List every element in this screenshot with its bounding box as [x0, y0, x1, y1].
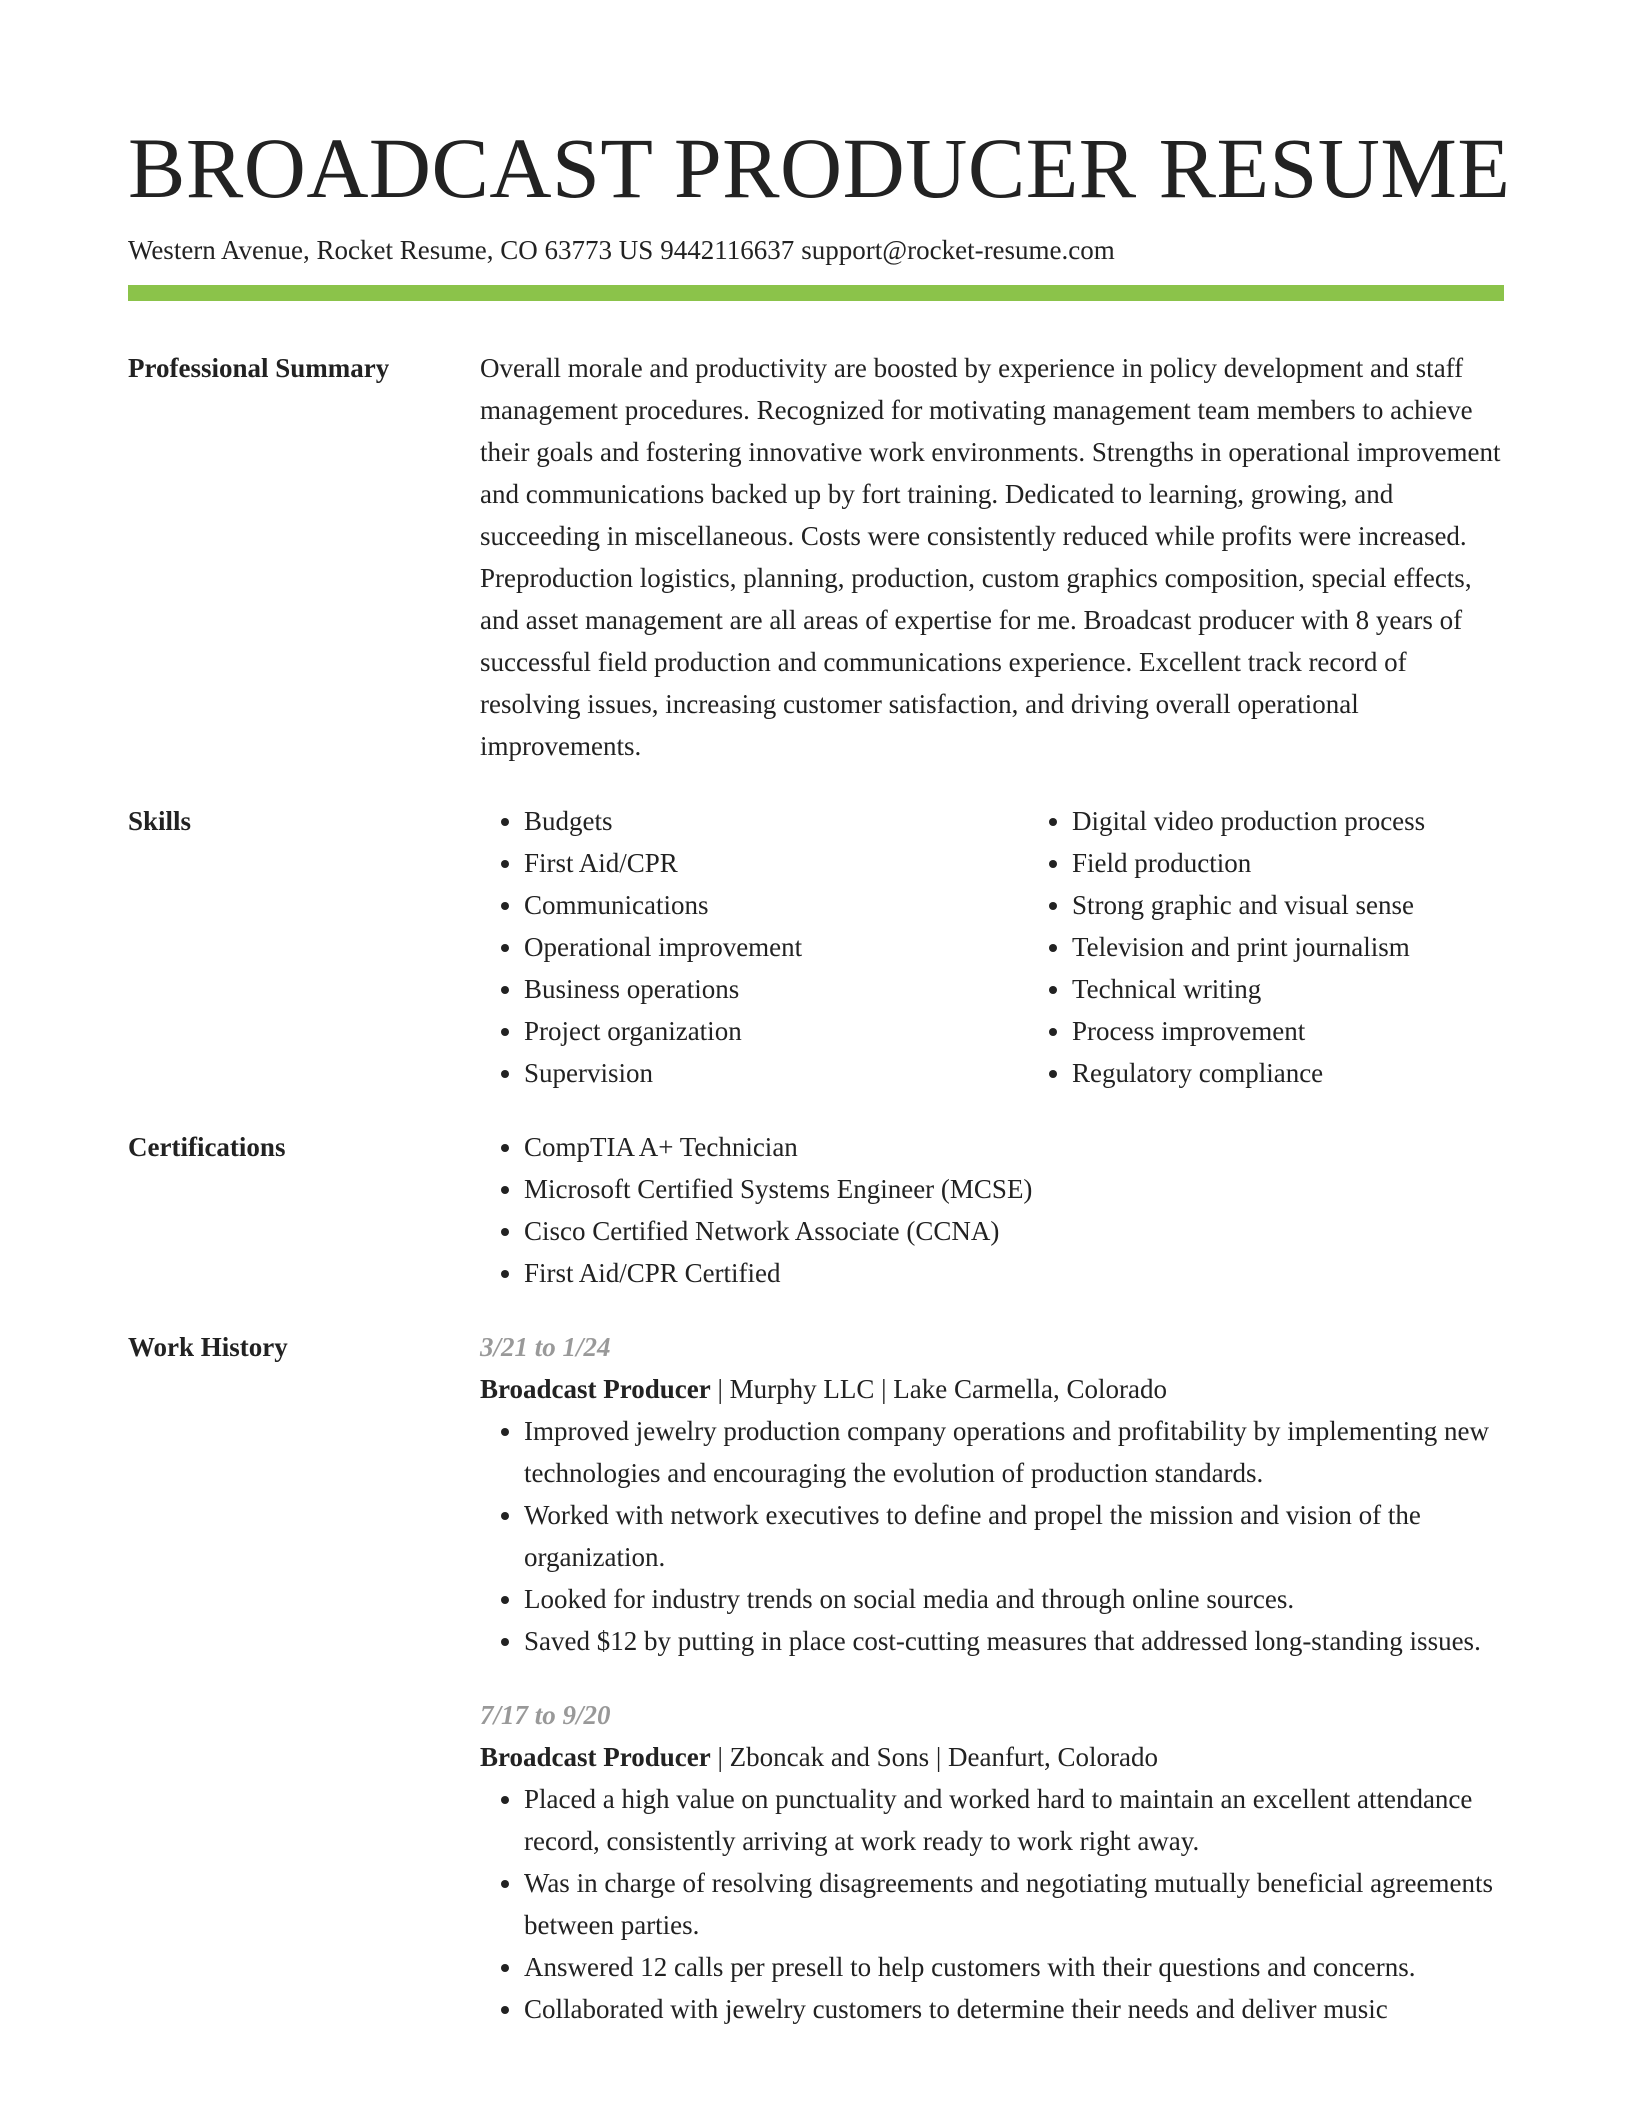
job-title: Broadcast Producer	[480, 1742, 711, 1772]
job-bullet: • Placed a high value on punctuality and worked hard to maintain an excellent attendance record, consistently arriving at work ready to work right away.	[524, 1778, 1504, 1862]
job-entry	[480, 1694, 1504, 2030]
skills-label: Skills	[128, 806, 192, 836]
skill-item: • Supervision	[524, 1052, 1028, 1094]
contact-line	[128, 230, 1122, 270]
certifications-body	[480, 1126, 1504, 1294]
certifications-list	[480, 1126, 1504, 1294]
summary-label: Professional Summary	[128, 353, 390, 383]
resume-title: BROADCAST PRODUCER RESUME	[128, 120, 1511, 216]
job-bullet: • Answered 12 calls per presell to help customers with their questions and concerns.	[524, 1946, 1504, 1988]
job-bullet: • Improved jewelry production company operations and profitability by implementing new technologies and encouraging the evolution of production standards.	[524, 1410, 1504, 1494]
skill-item: • Project organization	[524, 1010, 1028, 1052]
contact-address: Western Avenue, Rocket Resume, CO 63773 US	[128, 235, 654, 265]
skills-list-right	[1028, 800, 1576, 1094]
job-entry	[480, 1326, 1504, 1662]
skill-item: • Television and print journalism	[1072, 926, 1576, 968]
job-bullet: • Collaborated with jewelry customers to determine their needs and deliver music	[524, 1988, 1504, 2030]
certification-item: • First Aid/CPR Certified	[524, 1252, 1504, 1294]
skills-list-left	[480, 800, 1028, 1094]
job-bullet: • Worked with network executives to define and propel the mission and vision of the organization.	[524, 1494, 1504, 1578]
summary-body	[480, 347, 1504, 767]
skill-item: • Regulatory compliance	[1072, 1052, 1576, 1094]
header-divider	[128, 285, 1504, 301]
skill-item: • Business operations	[524, 968, 1028, 1010]
contact-phone: 9442116637	[660, 235, 795, 265]
job-heading	[480, 1368, 1504, 1410]
work-history-body	[480, 1326, 1504, 2030]
skill-item: • Digital video production process	[1072, 800, 1576, 842]
certifications-label: Certifications	[128, 1132, 286, 1162]
job-bullets	[480, 1778, 1504, 2030]
job-bullet: • Looked for industry trends on social media and through online sources.	[524, 1578, 1504, 1620]
skill-item: • Strong graphic and visual sense	[1072, 884, 1576, 926]
job-heading	[480, 1736, 1504, 1778]
skill-item: • Operational improvement	[524, 926, 1028, 968]
job-dates: 7/17 to 9/20	[480, 1700, 611, 1730]
job-bullets	[480, 1410, 1504, 1662]
skills-body	[480, 800, 1504, 1094]
skill-item: • Budgets	[524, 800, 1028, 842]
job-dates: 3/21 to 1/24	[480, 1332, 611, 1362]
skill-item: • Communications	[524, 884, 1028, 926]
job-bullet: • Saved $12 by putting in place cost-cutting measures that addressed long-standing issues.	[524, 1620, 1504, 1662]
certification-item: • Microsoft Certified Systems Engineer (MCSE)	[524, 1168, 1504, 1210]
skill-item: • Technical writing	[1072, 968, 1576, 1010]
certification-item: • CompTIA A+ Technician	[524, 1126, 1504, 1168]
skill-item: • First Aid/CPR	[524, 842, 1028, 884]
skill-item: • Field production	[1072, 842, 1576, 884]
contact-email: support@rocket-resume.com	[801, 235, 1115, 265]
job-employer-location: | Zboncak and Sons | Deanfurt, Colorado	[710, 1742, 1158, 1772]
work-history-label: Work History	[128, 1332, 288, 1362]
skill-item: • Process improvement	[1072, 1010, 1576, 1052]
summary-text: Overall morale and productivity are boosted by experience in policy development and staff management procedures. Recognized for motivating management team members to achieve their goals and fostering innovative work environments. Strengths in operational improvement and communications backed up by fort training. Dedicated to learning, growing, and succeeding in miscellaneous. Costs were consistently reduced while profits were increased. Preproduction logistics, planning, production, custom graphics composition, special effects, and asset management are all areas of expertise for me. Broadcast producer with 8 years of successful field production and communications experience. Excellent track record of resolving issues, increasing customer satisfaction, and driving overall operational improvements.	[480, 353, 1501, 761]
job-title: Broadcast Producer	[480, 1374, 711, 1404]
job-employer-location: | Murphy LLC | Lake Carmella, Colorado	[710, 1374, 1167, 1404]
job-bullet: • Was in charge of resolving disagreements and negotiating mutually beneficial agreements between parties.	[524, 1862, 1504, 1946]
certification-item: • Cisco Certified Network Associate (CCNA)	[524, 1210, 1504, 1252]
